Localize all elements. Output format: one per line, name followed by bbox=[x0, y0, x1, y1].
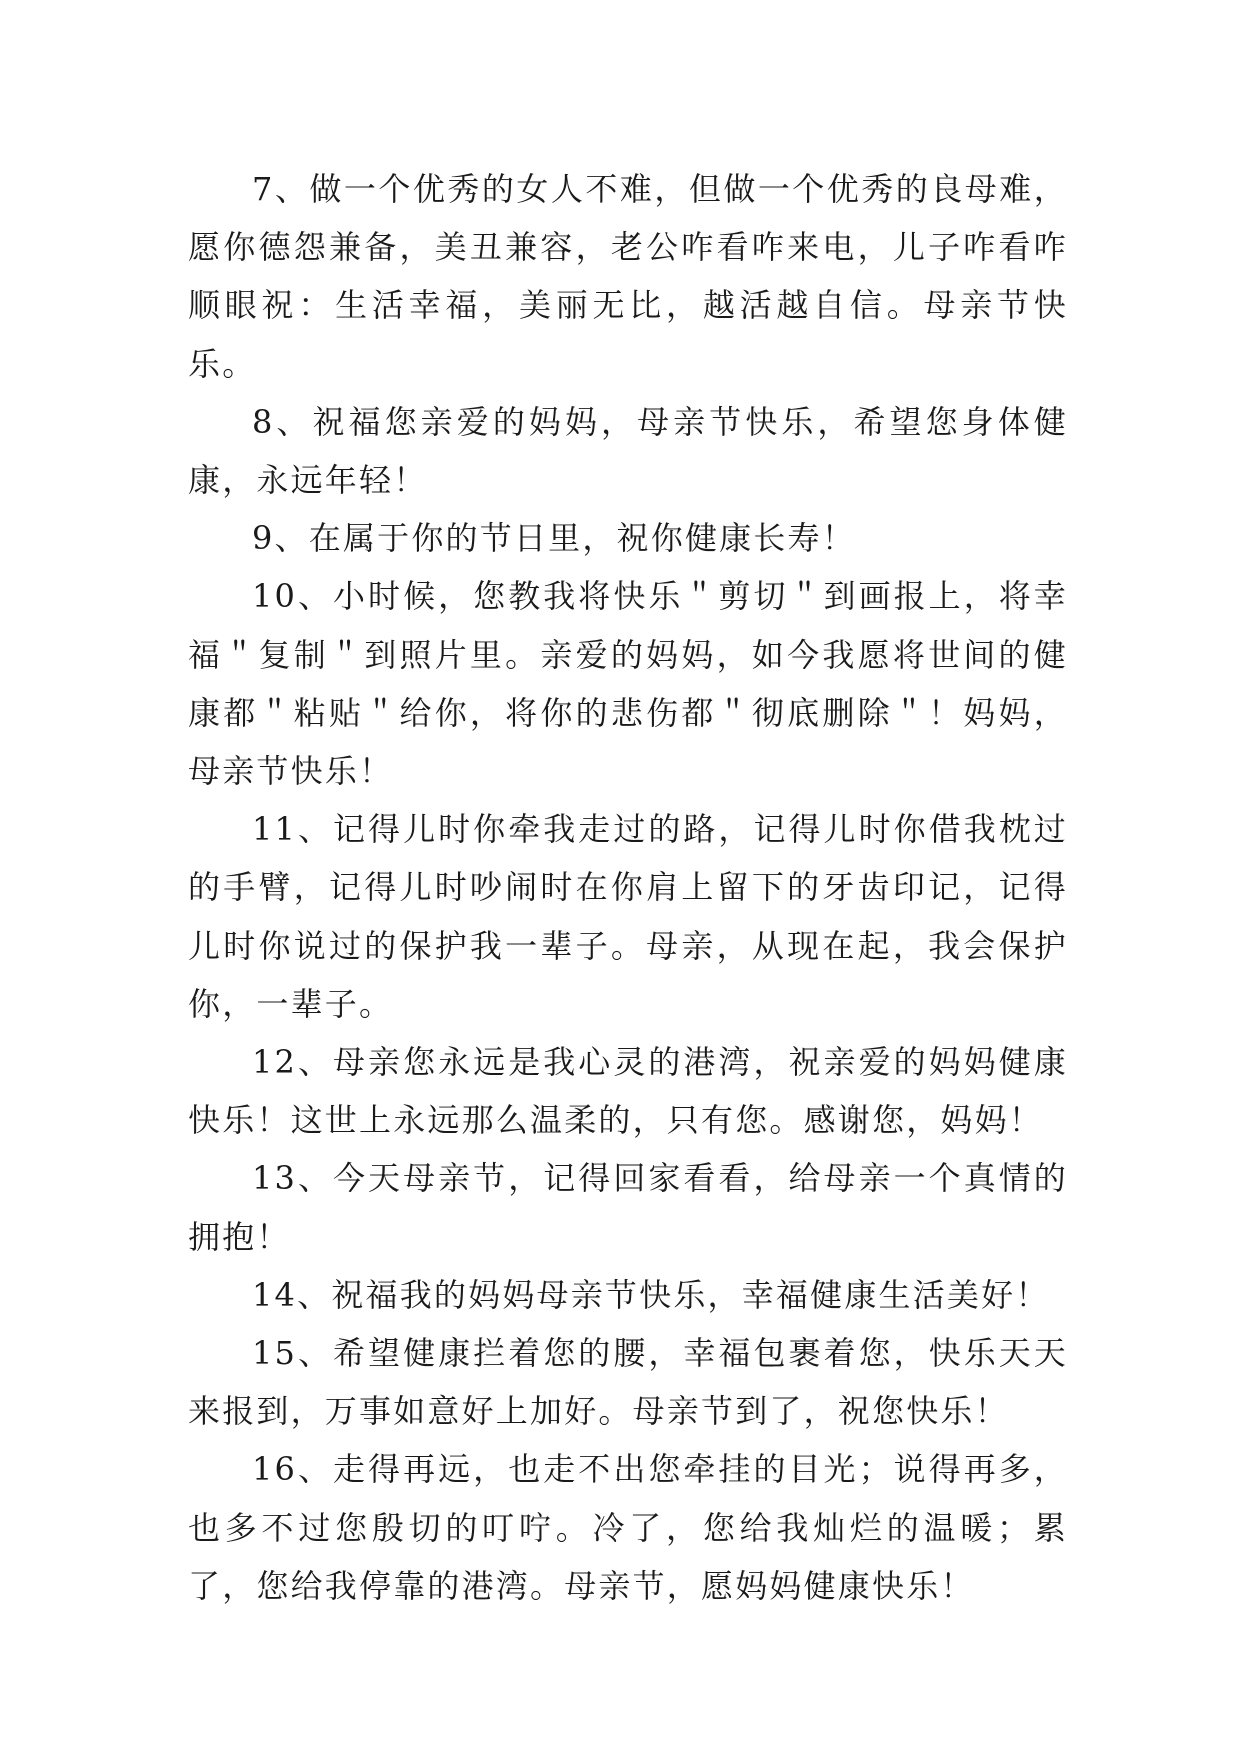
paragraph-9: 9、在属于你的节日里，祝你健康长寿！ bbox=[252, 519, 856, 558]
paragraph-12: 12、母亲您永远是我心灵的港湾，祝亲爱的妈妈健康快乐！这世上永远那么温柔的，只有您。感谢您，妈妈！ bbox=[188, 1043, 1068, 1140]
document-body bbox=[188, 160, 1068, 1615]
paragraph-15: 15、希望健康拦着您的腰，幸福包裹着您，快乐天天来报到，万事如意好上加好。母亲节到了，祝您快乐！ bbox=[188, 1334, 1068, 1431]
paragraph-13: 13、今天母亲节，记得回家看看，给母亲一个真情的拥抱！ bbox=[188, 1159, 1068, 1256]
paragraph-10: 10、小时候，您教我将快乐＂剪切＂到画报上，将幸福＂复制＂到照片里。亲爱的妈妈，如今我愿将世间的健康都＂粘贴＂给你，将你的悲伤都＂彻底删除＂！妈妈，母亲节快乐！ bbox=[188, 577, 1068, 791]
paragraph-8: 8、祝福您亲爱的妈妈，母亲节快乐，希望您身体健康，永远年轻！ bbox=[188, 402, 1068, 500]
paragraph-16: 16、走得再远，也走不出您牵挂的目光；说得再多，也多不过您殷切的叮咛。冷了，您给我灿烂的温暖；累了，您给我停靠的港湾。母亲节，愿妈妈健康快乐！ bbox=[188, 1450, 1068, 1605]
paragraph-11: 11、记得儿时你牵我走过的路，记得儿时你借我枕过的手臂，记得儿时吵闹时在你肩上留下的牙齿印记，记得儿时你说过的保护我一辈子。母亲，从现在起，我会保护你，一辈子。 bbox=[188, 810, 1068, 1023]
paragraph-7: 7、做一个优秀的女人不难，但做一个优秀的良母难，愿你德怨兼备，美丑兼容，老公咋看咋来电，儿子咋看咋顺眼祝：生活幸福，美丽无比，越活越自信。母亲节快乐。 bbox=[188, 170, 1068, 383]
paragraph-14: 14、祝福我的妈妈母亲节快乐，幸福健康生活美好！ bbox=[252, 1275, 1050, 1314]
